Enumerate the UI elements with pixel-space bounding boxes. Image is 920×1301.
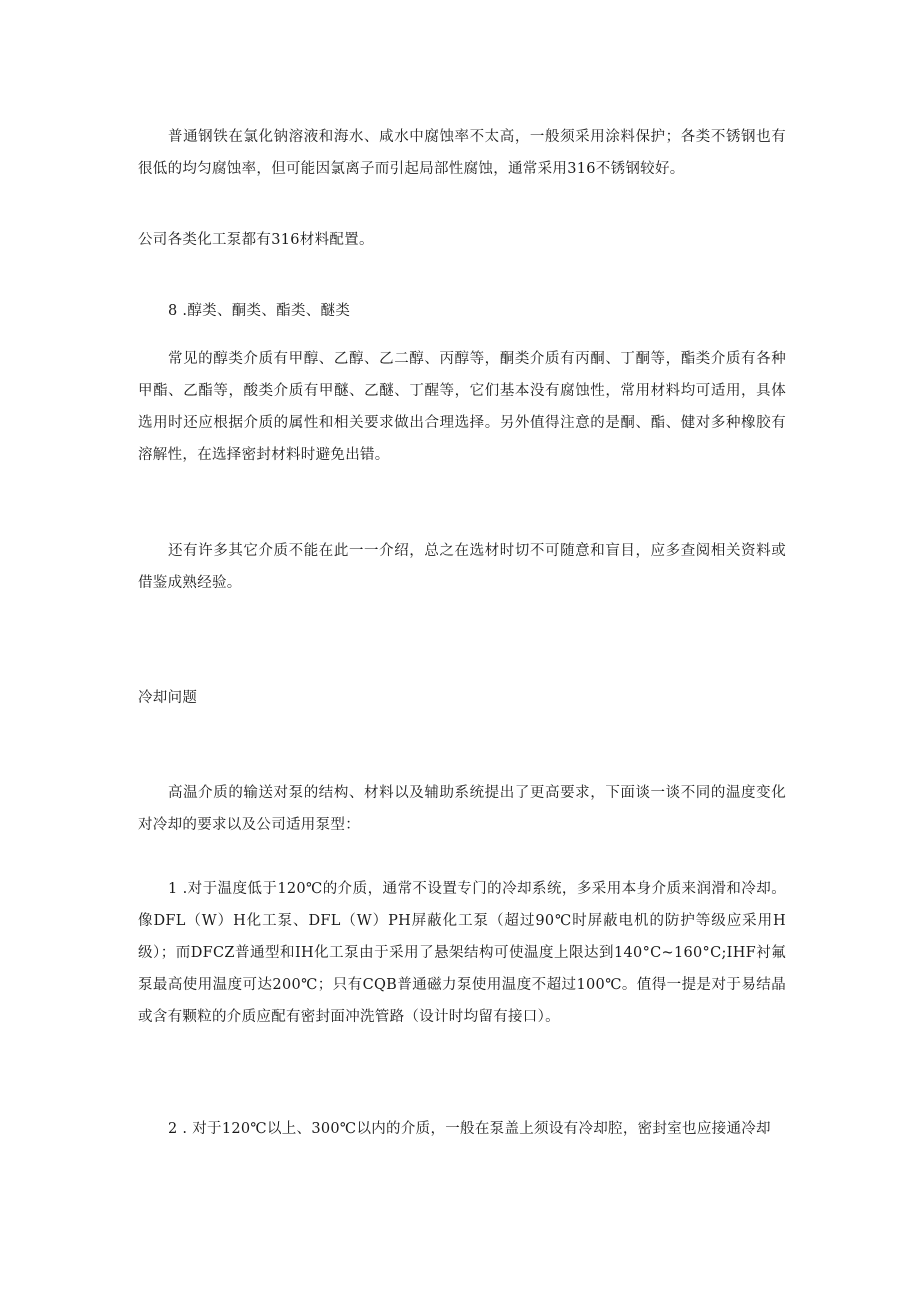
heading-alcohols-ketones: 8 .醇类、酮类、酯类、醚类: [168, 303, 351, 319]
paragraph-cooling-below-120: 1 .对于温度低于120℃的介质，通常不设置专门的冷却系统，多采用本身介质来润滑和冷却。像DFL（W）H化工泵、DFL（W）PH屏蔽化工泵（超过90℃时屏蔽电机的防护等级应采用H级）；而DFCZ普通型和IH化工泵由于采用了悬架结构可使温度上限达到140°C~160°C;IHF衬氟泵最高使用温度可达200℃；只有CQB普通磁力泵使用温度不超过100℃。值得一提是对于易结晶或含有颗粒的介质应配有密封面冲洗管路（设计时均留有接口）。: [138, 881, 786, 1025]
section-title-cooling: 冷却问题: [138, 690, 198, 706]
paragraph-alcohols-ketones: 常见的醇类介质有甲醇、乙醇、乙二醇、丙醇等，酮类介质有丙酮、丁酮等，酯类介质有各种甲酯、乙酯等，酸类介质有甲醚、乙醚、丁醒等，它们基本没有腐蚀性，常用材料均可适用，具体选用时还应根据介质的属性和相关要求做出合理选择。另外值得注意的是酮、酯、健对多种橡胶有溶解性，在选择密封材料时避免出错。: [138, 351, 786, 463]
paragraph-cooling-120-300: 2 . 对于120℃以上、300℃以内的介质，一般在泵盖上须设有冷却腔，密封室也应接通冷却: [168, 1121, 771, 1137]
paragraph-cooling-intro: 高温介质的输送对泵的结构、材料以及辅助系统提出了更高要求，下面谈一谈不同的温度变化对冷却的要求以及公司适用泵型：: [138, 785, 786, 833]
paragraph-sodium-chloride: 普通钢铁在氯化钠溶液和海水、咸水中腐蚀率不太高，一般须采用涂料保护；各类不锈钢也有很低的均匀腐蚀率，但可能因氯离子而引起局部性腐蚀，通常采用316不锈钢较好。: [138, 129, 786, 177]
paragraph-other-media: 还有许多其它介质不能在此一一介绍，总之在选材时切不可随意和盲目，应多查阅相关资料或借鉴成熟经验。: [138, 543, 786, 591]
paragraph-316-config: 公司各类化工泵都有316材料配置。: [138, 232, 374, 248]
